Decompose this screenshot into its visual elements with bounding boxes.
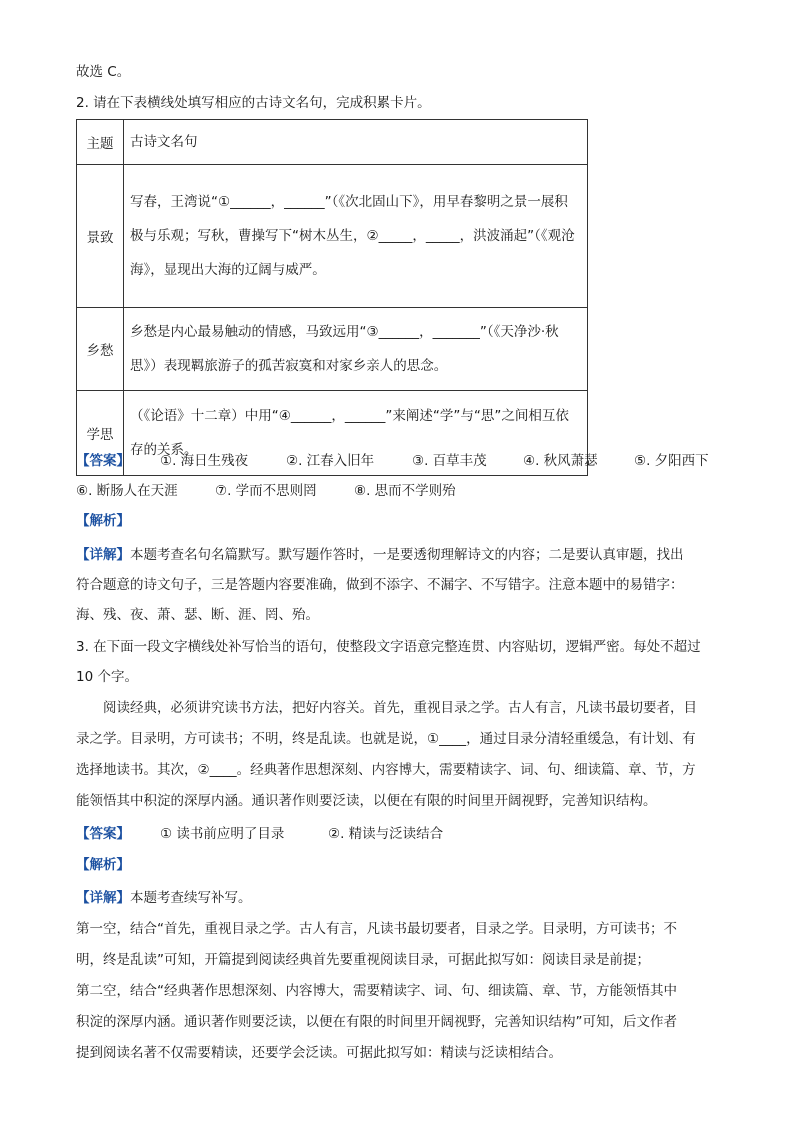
row-theme: 景致 <box>77 165 124 308</box>
blank-2: ②____ <box>197 762 237 778</box>
table-row <box>77 165 588 308</box>
passage-text: 。经典著作思想深刻、内容博大，需要精读字、词、句、细读篇、章、节，方 <box>236 762 696 778</box>
q2-detail-line: 符合题意的诗文句子，三是答题内容要准确，做到不添字、不漏字、不写错字。注意本题中的易错字： <box>76 577 684 593</box>
q3-detail-line: 第二空，结合“经典著作思想深刻、内容博大，需要精读字、词、句、细读篇、章、节，方能领悟其中 <box>76 983 677 999</box>
detail-text: 本题考查续写补写。 <box>130 890 252 906</box>
row-text: 乡愁是内心最易触动的情感，马致远用“③______，_______”（《天净沙·秋思》）表现羁旅游子的孤苦寂寞和对家乡亲人的思念。 <box>124 308 588 391</box>
q3-passage-line <box>76 760 696 780</box>
blank-1: ①____ <box>427 731 467 747</box>
q2-stem: 2. 请在下表横线处填写相应的古诗文名句，完成积累卡片。 <box>76 95 431 111</box>
table-row <box>77 308 588 391</box>
accumulation-card-table <box>76 119 588 476</box>
answer-item: ③. 百草丰茂 <box>412 453 487 469</box>
row-text: 写春，王湾说“①______，______”（《次北固山下》，用早春黎明之景一展积极与乐观；写秋，曹操写下“树木丛生，②_____，_____，洪波涌起”（《观沧海》，显现出大海的辽阔与威严。 <box>124 165 588 308</box>
detail-tag: 【详解】 <box>76 547 130 563</box>
q3-passage-line: 能领悟其中积淀的深厚内涵。通识著作则要泛读，以便在有限的时间里开阔视野，完善知识结构。 <box>76 793 657 809</box>
detail-tag: 【详解】 <box>76 890 130 906</box>
q3-answer-label <box>76 824 130 844</box>
q3-stem-line: 10 个字。 <box>76 669 138 685</box>
detail-text: 本题考查名句名篇默写。默写题作答时，一是要透彻理解诗文的内容；二是要认真审题，找出 <box>130 547 684 563</box>
q2-answer-label <box>76 451 130 471</box>
answer-item: ① 读书前应明了目录 <box>160 826 285 842</box>
row-theme: 学思 <box>77 391 124 476</box>
q3-detail-line: 明，终是乱读”可知，开篇提到阅读经典首先要重视阅读目录，可据此拟写如：阅读目录是前提； <box>76 952 650 968</box>
header-theme: 主题 <box>77 120 124 165</box>
table-header-row <box>77 120 588 165</box>
q2-detail-line: 海、残、夜、萧、瑟、断、涯、罔、殆。 <box>76 607 319 623</box>
q2-analysis-label: 【解析】 <box>76 513 130 529</box>
passage-text: 选择地读书。其次， <box>76 762 198 778</box>
answer-item: ①. 海日生残夜 <box>160 453 249 469</box>
passage-text: ，通过目录分清轻重缓急，有计划、有 <box>466 731 696 747</box>
q3-analysis-label: 【解析】 <box>76 857 130 873</box>
answer-tag: 【答案】 <box>76 826 130 842</box>
q1-conclusion: 故选 C。 <box>76 64 131 80</box>
answer-item: ②. 精读与泛读结合 <box>328 826 444 842</box>
q3-detail-line <box>76 888 252 908</box>
q3-passage-line: 阅读经典，必须讲究读书方法，把好内容关。首先，重视目录之学。古人有言，凡读书最切要者，目 <box>103 700 697 716</box>
answer-item: ⑦. 学而不思则罔 <box>215 483 317 499</box>
answer-item: ④. 秋风萧瑟 <box>523 453 598 469</box>
q3-detail-line: 提到阅读名著不仅需要精读，还要学会泛读。可据此拟写如：精读与泛读相结合。 <box>76 1045 562 1061</box>
answer-item: ⑤. 夕阳西下 <box>634 453 709 469</box>
q3-stem-line: 3. 在下面一段文字横线处补写恰当的语句，使整段文字语意完整连贯、内容贴切，逻辑严密。每处不超过 <box>76 639 701 655</box>
row-theme: 乡愁 <box>77 308 124 391</box>
q3-detail-line: 积淀的深厚内涵。通识著作则要泛读，以便在有限的时间里开阔视野，完善知识结构”可知，后文作者 <box>76 1014 677 1030</box>
row-text: （《论语》十二章）中用“④______，______”来阐述“学”与“思”之间相互依存的关系。 <box>124 391 588 476</box>
passage-text: 录之学。目录明，方可读书；不明，终是乱读。也就是说， <box>76 731 427 747</box>
q3-detail-line: 第一空，结合“首先，重视目录之学。古人有言，凡读书最切要者，目录之学。目录明，方可读书；不 <box>76 921 677 937</box>
q3-passage-line <box>76 729 696 749</box>
answer-item: ⑧. 思而不学则殆 <box>354 483 456 499</box>
answer-item: ⑥. 断肠人在天涯 <box>76 483 178 499</box>
answer-tag: 【答案】 <box>76 453 130 469</box>
answer-item: ②. 江春入旧年 <box>286 453 375 469</box>
header-verse: 古诗文名句 <box>124 120 588 165</box>
q2-detail-line <box>76 545 684 565</box>
